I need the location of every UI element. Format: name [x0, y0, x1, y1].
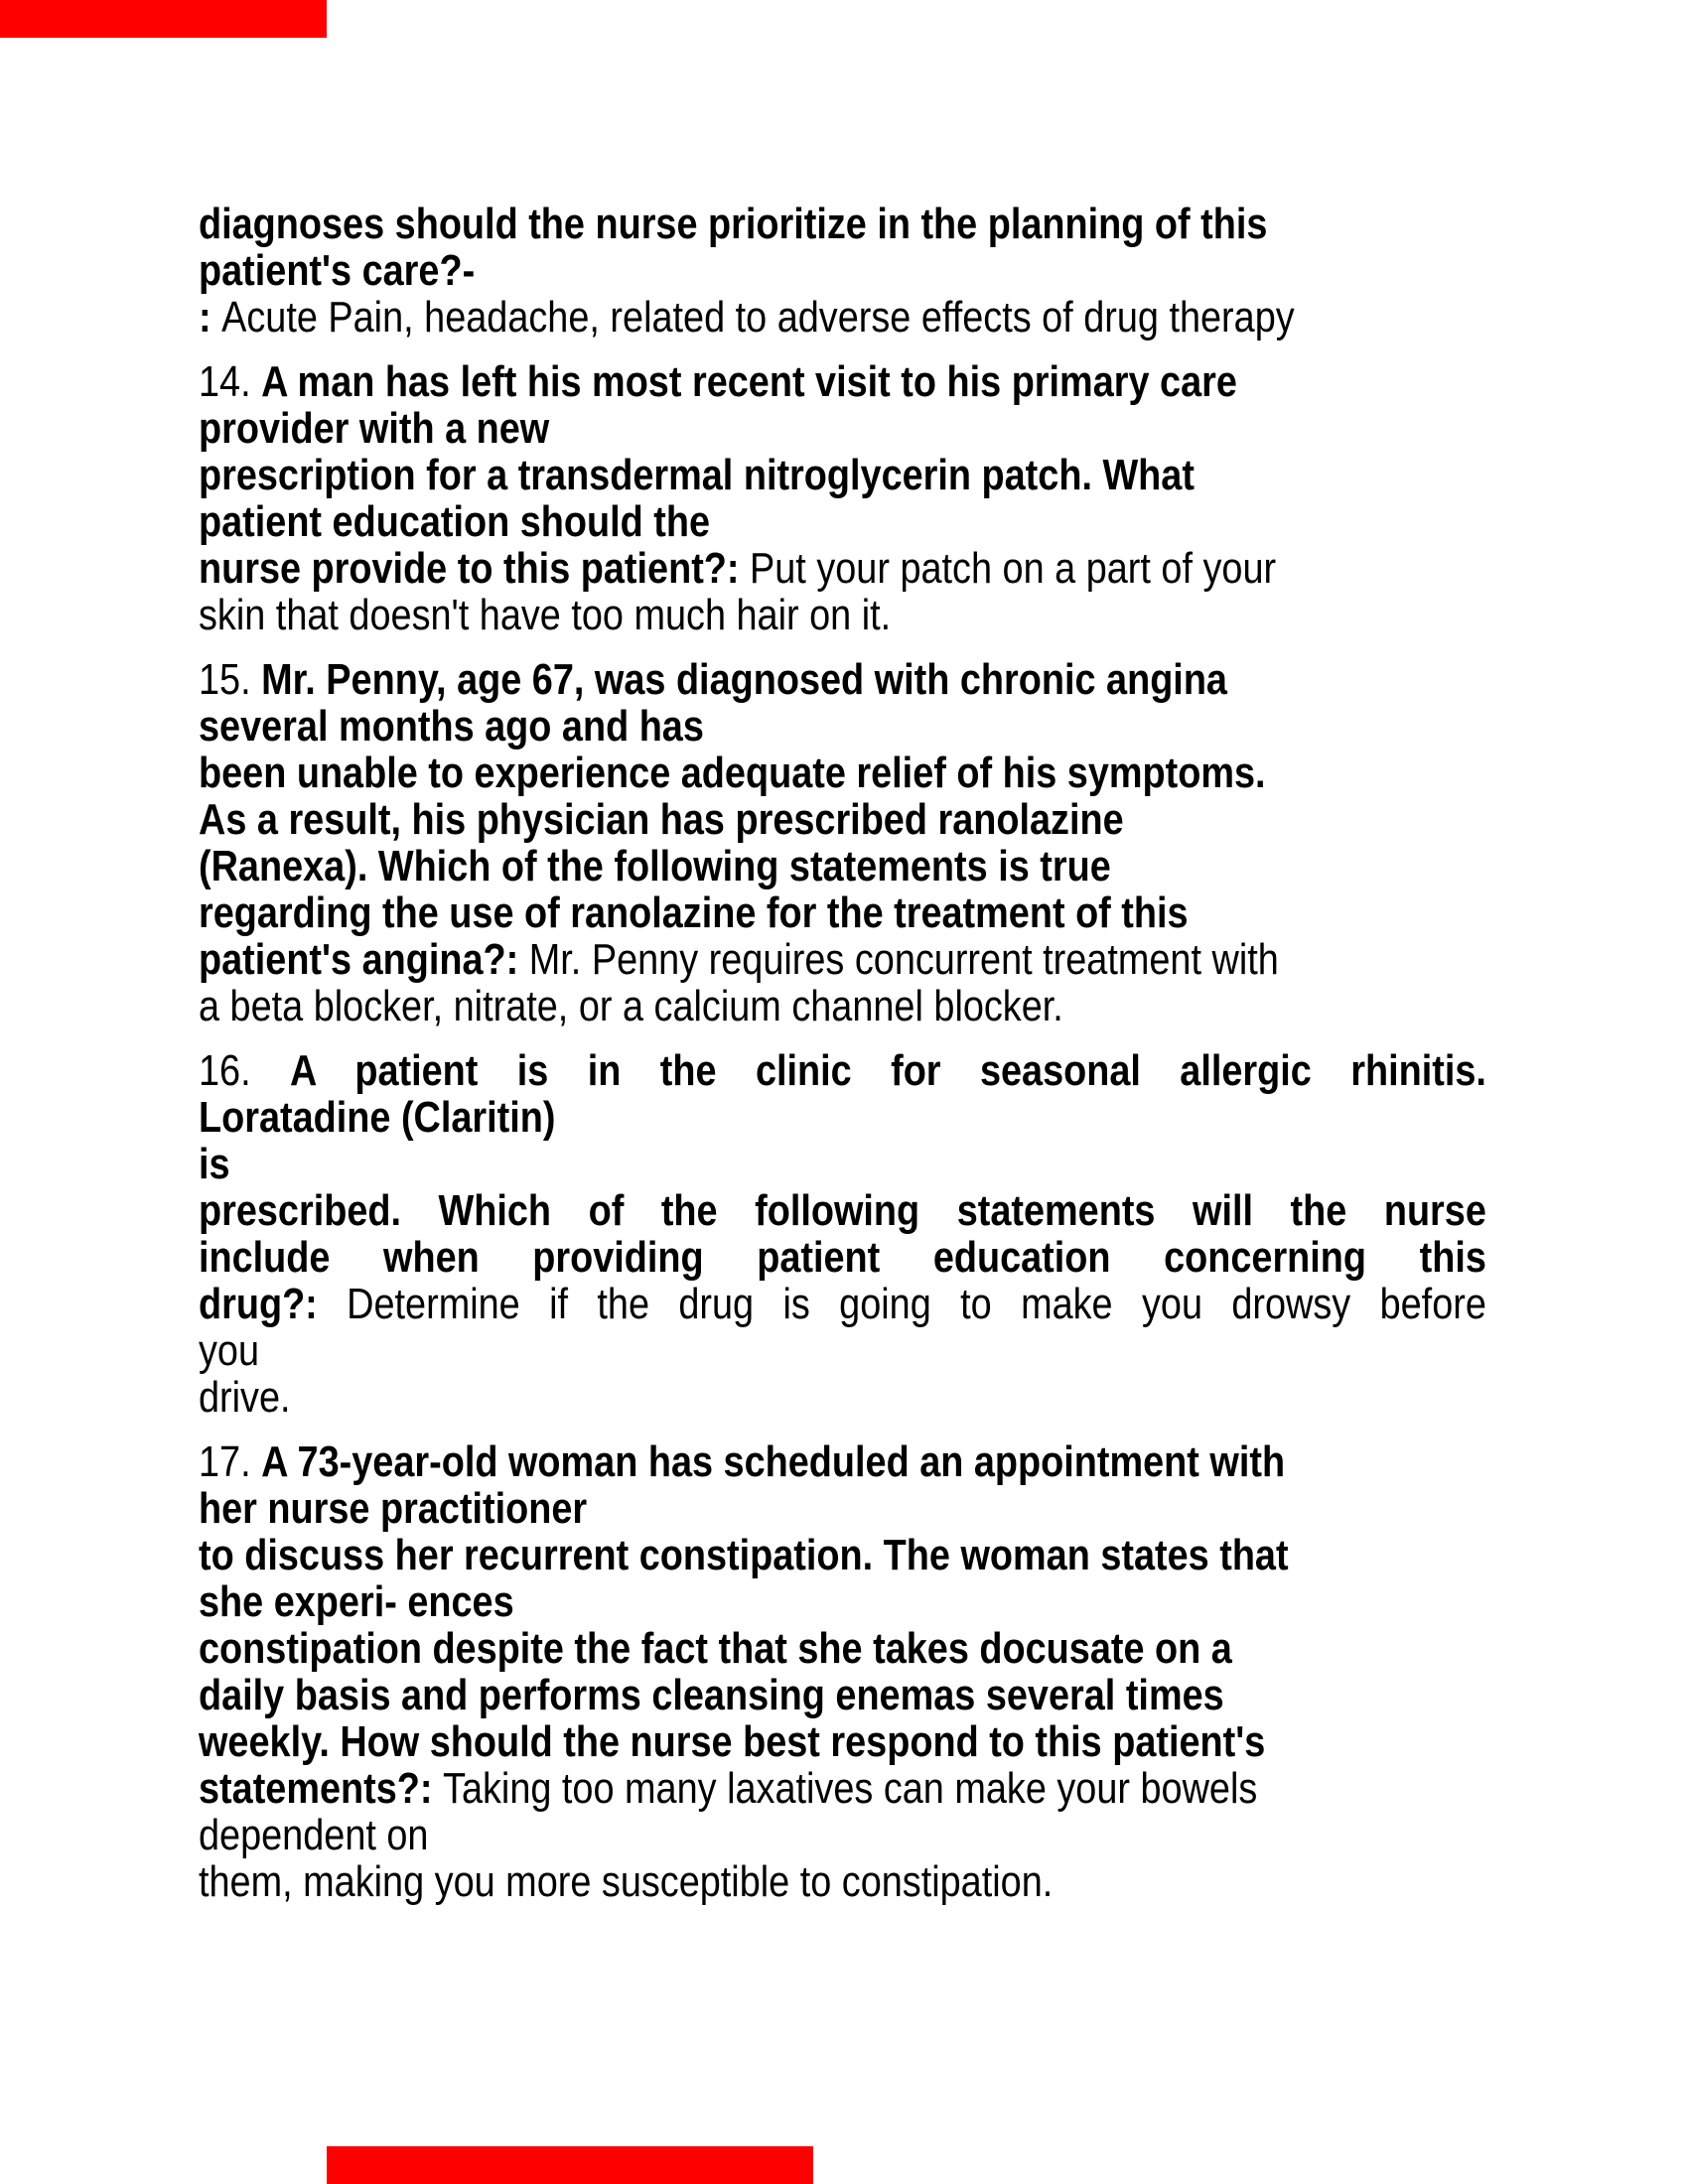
text-line — [199, 1374, 1479, 1421]
bold-text: As a result, his physician has prescribed ranolazine — [199, 795, 1124, 844]
text-line — [199, 889, 1479, 936]
document-text — [199, 201, 1688, 1923]
text-line — [199, 452, 1479, 498]
bold-text: prescription for a transdermal nitroglycerin patch. What — [199, 451, 1195, 499]
bold-text: regarding the use of ranolazine for the treatment of this — [199, 888, 1189, 937]
text-line — [199, 703, 1479, 750]
regular-text: 15. — [199, 655, 262, 704]
text-line — [199, 1812, 1479, 1858]
text-line — [199, 294, 1479, 341]
bold-text: she experi- ences — [199, 1577, 514, 1626]
text-line — [199, 405, 1479, 452]
bold-text: constipation despite the fact that she takes docusate on a — [199, 1624, 1232, 1673]
regular-text: you — [199, 1326, 260, 1375]
text-line — [199, 1485, 1479, 1532]
bold-text: several months ago and has — [199, 702, 704, 751]
bold-text: A patient is in the clinic for seasonal allergic rhinitis. — [290, 1046, 1486, 1095]
text-line — [199, 1281, 1486, 1327]
bold-text: drug?: — [199, 1280, 348, 1328]
text-line — [199, 1327, 1479, 1374]
bold-text: include when providing patient education concerning this — [199, 1233, 1486, 1282]
question-14 — [199, 358, 1688, 638]
text-line — [199, 1718, 1479, 1765]
bold-text: patient's angina?: — [199, 935, 529, 984]
bold-text: statements?: — [199, 1764, 444, 1813]
bold-text: diagnoses should the nurse prioritize in the planning of this — [199, 200, 1268, 248]
bold-text: Mr. Penny, age 67, was diagnosed with chronic angina — [261, 655, 1227, 704]
question-15 — [199, 656, 1688, 1029]
question-17 — [199, 1438, 1688, 1905]
text-line — [199, 1234, 1486, 1281]
regular-text: Acute Pain, headache, related to adverse effects of drug therapy — [221, 293, 1295, 341]
text-line — [199, 1187, 1486, 1234]
regular-text: Taking too many laxatives can make your bowels — [443, 1764, 1258, 1813]
regular-text: skin that doesn't have too much hair on it. — [199, 591, 892, 639]
text-line — [199, 1765, 1479, 1812]
regular-text: drive. — [199, 1373, 291, 1422]
bold-text: provider with a new — [199, 404, 550, 453]
text-line — [199, 1094, 1479, 1141]
redaction-bar-top — [0, 0, 327, 38]
regular-text: 14. — [199, 357, 262, 406]
text-line — [199, 247, 1479, 294]
text-line — [199, 545, 1479, 592]
question-16 — [199, 1047, 1688, 1421]
bold-text: weekly. How should the nurse best respond to this patient's — [199, 1717, 1266, 1766]
text-line — [199, 1672, 1479, 1718]
bold-text: prescribed. Which of the following statements will the nurse — [199, 1186, 1486, 1235]
regular-text: 16. — [199, 1046, 291, 1095]
regular-text: 17. — [199, 1437, 262, 1486]
bold-text: daily basis and performs cleansing enemas several times — [199, 1671, 1224, 1719]
text-line — [199, 1141, 1479, 1187]
text-line — [199, 656, 1479, 703]
regular-text: them, making you more susceptible to constipation. — [199, 1857, 1054, 1906]
bold-text: A man has left his most recent visit to his primary care — [261, 357, 1237, 406]
text-line — [199, 1858, 1479, 1905]
text-line — [199, 796, 1479, 843]
regular-text: Determine if the drug is going to make you drowsy before — [347, 1280, 1486, 1328]
text-line — [199, 592, 1479, 638]
regular-text: Put your patch on a part of your — [750, 544, 1277, 593]
text-line — [199, 1625, 1479, 1672]
intro-answer-fragment — [199, 201, 1688, 341]
redaction-bar-bottom — [327, 2146, 813, 2184]
regular-text: a beta blocker, nitrate, or a calcium channel blocker. — [199, 982, 1063, 1030]
text-line — [199, 750, 1479, 796]
text-line — [199, 1578, 1479, 1625]
text-line — [199, 201, 1479, 247]
text-line — [199, 1047, 1486, 1094]
bold-text: nurse provide to this patient?: — [199, 544, 751, 593]
text-line — [199, 1532, 1479, 1578]
text-line — [199, 983, 1479, 1029]
bold-text: A 73-year-old woman has scheduled an appointment with — [261, 1437, 1286, 1486]
bold-text: patient education should the — [199, 497, 711, 546]
text-line — [199, 498, 1479, 545]
bold-text: been unable to experience adequate relief of his symptoms. — [199, 749, 1266, 797]
bold-text: Loratadine (Claritin) — [199, 1093, 556, 1142]
bold-text: (Ranexa). Which of the following statements is true — [199, 842, 1111, 890]
text-line — [199, 358, 1479, 405]
bold-text: is — [199, 1140, 230, 1188]
bold-text: to discuss her recurrent constipation. The woman states that — [199, 1531, 1289, 1579]
bold-text: patient's care?- — [199, 246, 476, 295]
bold-text: her nurse practitioner — [199, 1484, 588, 1533]
text-line — [199, 936, 1479, 983]
bold-text: : — [199, 293, 222, 341]
text-line — [199, 1438, 1479, 1485]
text-line — [199, 843, 1479, 889]
regular-text: dependent on — [199, 1811, 429, 1859]
regular-text: Mr. Penny requires concurrent treatment with — [528, 935, 1279, 984]
